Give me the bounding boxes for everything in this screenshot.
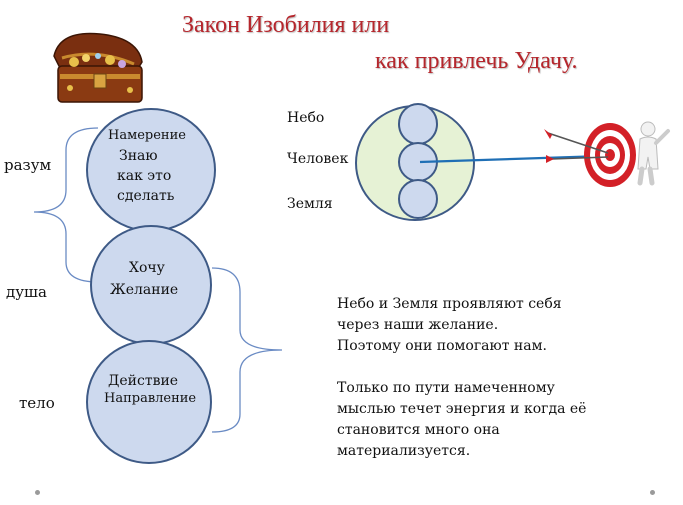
sky-circle xyxy=(399,104,437,144)
paragraph-line-1: Небо и Земля проявляют себя xyxy=(337,296,562,312)
desire-label: Желание xyxy=(110,282,179,298)
corner-dot-right xyxy=(650,490,655,495)
right-brace xyxy=(212,268,282,432)
corner-dot-left xyxy=(35,490,40,495)
paragraph-line-7: материализуется. xyxy=(337,443,471,459)
action-label: Действие xyxy=(108,373,179,389)
paragraph-line-3: Поэтому они помогают нам. xyxy=(337,338,547,354)
earth-circle xyxy=(399,180,437,218)
label-human: Человек xyxy=(287,151,349,167)
paragraph-line-2: через наши желание. xyxy=(337,317,499,333)
how-label: как это xyxy=(117,168,172,184)
label-body: тело xyxy=(19,394,55,412)
label-earth: Земля xyxy=(287,196,333,212)
paragraph-line-6: становится много она xyxy=(337,422,500,438)
label-sky: Небо xyxy=(287,110,325,126)
title-line-1: Закон Изобилия или xyxy=(182,12,390,38)
intention-label: Намерение xyxy=(108,128,186,143)
want-label: Хочу xyxy=(129,260,165,276)
paragraph-line-4: Только по пути намеченному xyxy=(337,380,555,396)
arrowhead xyxy=(598,151,608,161)
label-soul: душа xyxy=(6,283,47,301)
label-mind: разум xyxy=(4,156,52,174)
paragraph-line-5: мыслью течет энергия и когда её xyxy=(337,401,587,417)
direction-label: Направление xyxy=(104,391,197,406)
title-line-2: как привлечь Удачу. xyxy=(375,48,578,74)
do-label: сделать xyxy=(117,188,175,204)
know-label: Знаю xyxy=(119,148,158,164)
